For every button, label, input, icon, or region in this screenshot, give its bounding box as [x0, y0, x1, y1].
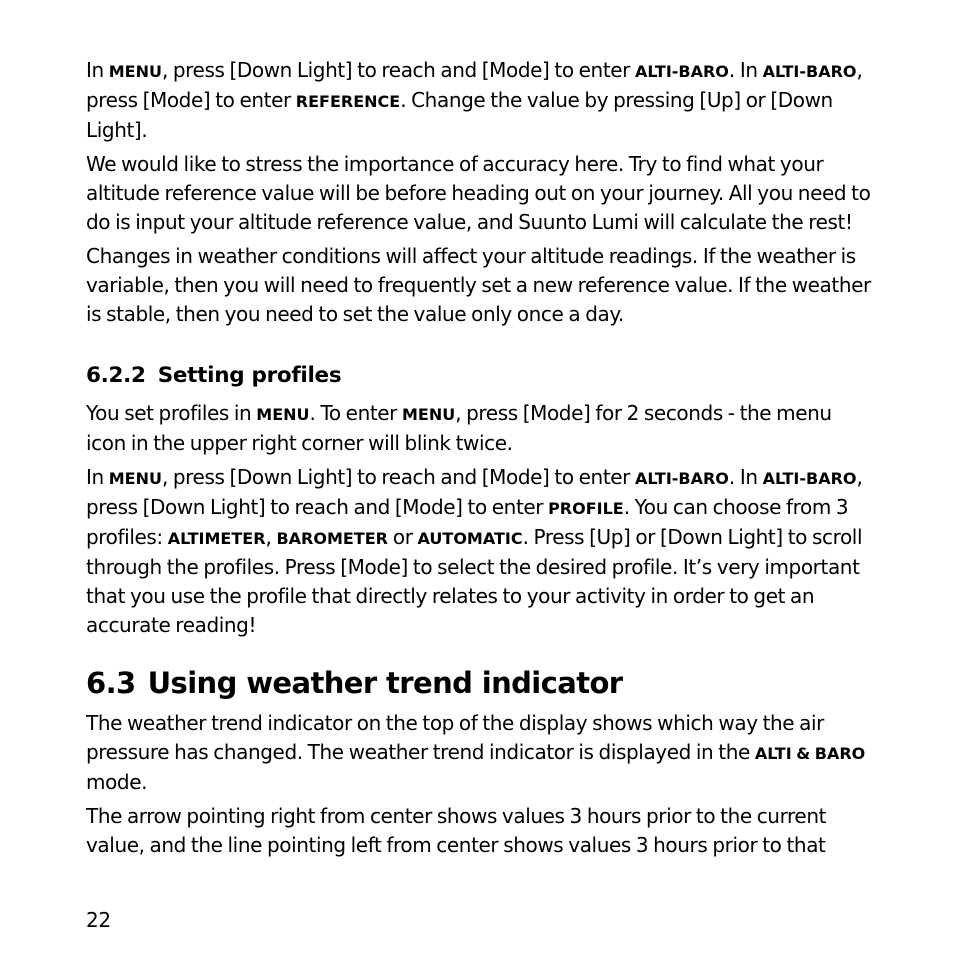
text-run: or [387, 525, 418, 549]
section-title: Using weather trend indicator [147, 666, 623, 700]
section-number: 6.2.2 [86, 363, 146, 388]
text-run: Changes in weather conditions will affect your altitude readings. If the weather is variable, then you will need to frequently set a new reference value. If the weather is stable, then you need to set the value only once a day. [86, 244, 871, 326]
menu-keyword: ALTI & BARO [754, 744, 866, 763]
body-paragraph [86, 242, 876, 329]
menu-keyword: REFERENCE [295, 92, 401, 111]
section-number: 6.3 [86, 666, 136, 700]
text-run: , press [Down Light] to reach and [Mode] to enter [86, 465, 863, 519]
text-run: . Press [Up] or [Down Light] to scroll through the profiles. Press [Mode] to select the desired profile. It’s very important that you use the profile that directly relates to your activity in order to get an accurate reading! [86, 525, 863, 637]
menu-keyword: ALTI-BARO [634, 469, 729, 488]
menu-keyword: ALTIMETER [167, 529, 266, 548]
text-run: . Change the value by pressing [Up] or [Down Light]. [86, 88, 833, 142]
page-number: 22 [86, 908, 111, 932]
text-run: , [265, 525, 277, 549]
menu-keyword: ALTI-BARO [762, 469, 857, 488]
text-run: The arrow pointing right from center shows values 3 hours prior to the current value, and the line pointing left from center shows values 3 hours prior to that [86, 804, 827, 857]
menu-keyword: PROFILE [548, 499, 624, 518]
menu-keyword: MENU [108, 469, 162, 488]
text-run: mode. [86, 770, 148, 794]
text-run: , press [Down Light] to reach and [Mode] to enter [161, 465, 635, 489]
section-title: Setting profiles [157, 363, 342, 388]
menu-keyword: MENU [401, 405, 456, 424]
text-run: . To enter [309, 401, 402, 425]
menu-keyword: BAROMETER [276, 529, 388, 548]
menu-keyword: ALTI-BARO [634, 62, 729, 81]
body-paragraph [86, 463, 876, 640]
intro-block [86, 56, 876, 329]
text-run: . In [728, 58, 763, 82]
text-run: . In [728, 465, 763, 489]
text-run: , press [Down Light] to reach and [Mode] to enter [161, 58, 635, 82]
body-paragraph [86, 399, 876, 458]
menu-keyword: MENU [108, 62, 162, 81]
text-run: The weather trend indicator on the top of the display shows which way the air pressure has changed. The weather trend indicator is displayed in the [86, 711, 825, 764]
section-heading-6-3 [86, 665, 876, 701]
text-run: You set profiles in [86, 401, 257, 425]
section-heading-6-2-2 [86, 361, 876, 391]
text-run: , press [Mode] to enter [86, 58, 863, 112]
body-paragraph [86, 150, 876, 237]
section-6-3-body [86, 709, 876, 860]
body-paragraph [86, 56, 876, 145]
body-paragraph [86, 709, 876, 797]
text-run: We would like to stress the importance of accuracy here. Try to find what your altitude reference value will be before heading out on your journey. All you need to do is input your altitude reference value, and Suunto Lumi will calculate the rest! [86, 152, 871, 234]
text-run: In [86, 58, 109, 82]
menu-keyword: AUTOMATIC [417, 529, 523, 548]
section-6-2-2-body [86, 399, 876, 640]
text-run: In [86, 465, 109, 489]
menu-keyword: ALTI-BARO [762, 62, 857, 81]
text-run: . You can choose from 3 profiles: [86, 495, 849, 549]
menu-keyword: MENU [256, 405, 310, 424]
manual-page [86, 56, 876, 865]
body-paragraph [86, 802, 876, 860]
text-run: , press [Mode] for 2 seconds - the menu icon in the upper right corner will blink twice. [86, 401, 832, 455]
